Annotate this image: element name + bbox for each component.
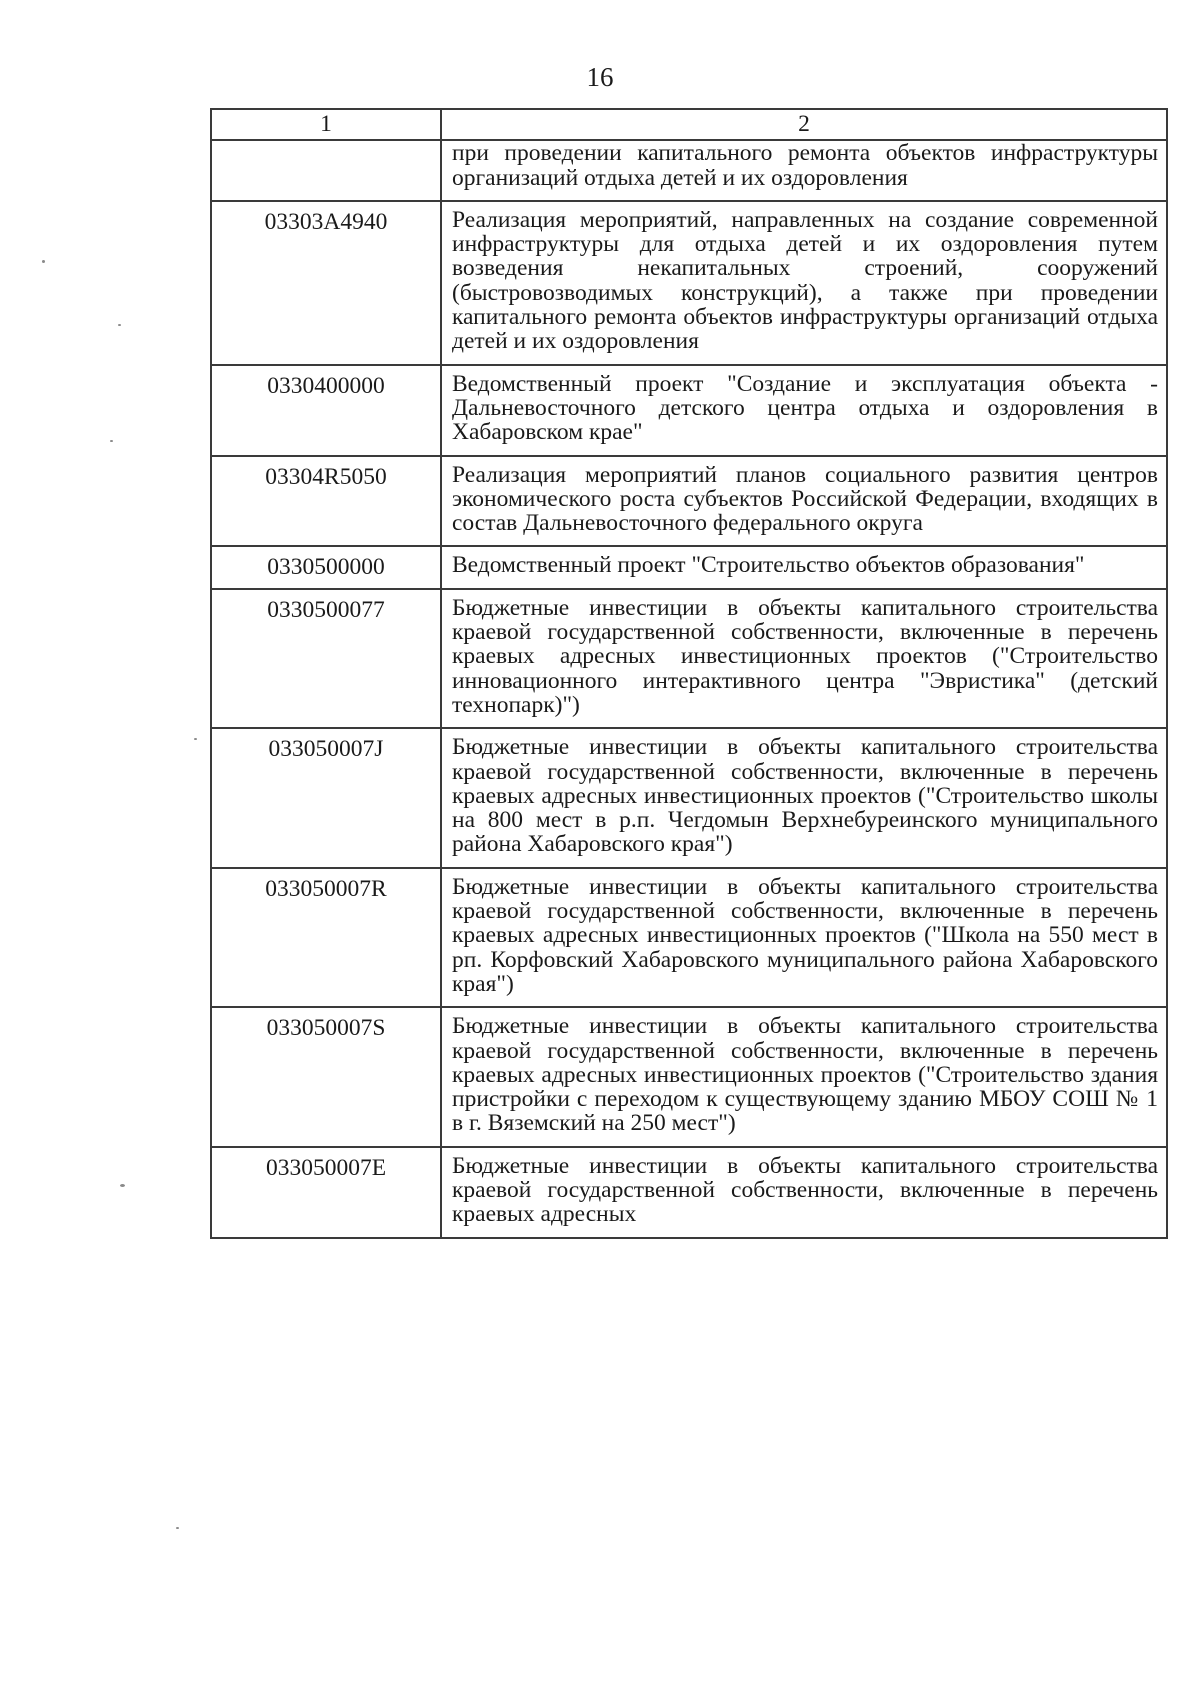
row-code: 033050007S [211,1007,441,1146]
table-row [211,868,1167,1007]
row-code: 03304R5050 [211,456,441,547]
row-description: Ведомственный проект "Создание и эксплуатация объекта - Дальневосточного детского центра отдыха и оздоровления в Хабаровском крае" [441,365,1167,456]
row-description: Бюджетные инвестиции в объекты капитального строительства краевой государственной собственности, включенные в перечень краевых адресных инвестиционных проектов ("Строительство школы на 800 мест в р.п. Чегдомын Верхнебуреинского муниципального района Хабаровского края") [441,728,1167,867]
column-header-2: 2 [441,109,1167,140]
table-row [211,589,1167,728]
scan-speck [176,1527,179,1529]
row-description: Бюджетные инвестиции в объекты капитального строительства краевой государственной собственности, включенные в перечень краевых адресных инвестиционных проектов ("Строительство здания пристройки с переходом к существующему зданию МБОУ СОШ № 1 в г. Вяземский на 250 мест") [441,1007,1167,1146]
table-row [211,1007,1167,1146]
row-code: 03303А4940 [211,201,441,365]
row-description: Бюджетные инвестиции в объекты капитального строительства краевой государственной собственности, включенные в перечень краевых адресных инвестиционных проектов ("Школа на 550 мест в рп. Корфовский Хабаровского муниципального района Хабаровского края") [441,868,1167,1007]
row-description: Реализация мероприятий, направленных на создание современной инфраструктуры для отдыха детей и их оздоровления путем возведения некапитальных строений, сооружений (быстровозводимых конструкций), а также при проведении капитального ремонта объектов инфраструктуры организаций отдыха детей и их оздоровления [441,201,1167,365]
scan-speck [110,440,113,442]
table-row [211,728,1167,867]
scan-speck [118,324,121,326]
row-code: 033050007J [211,728,441,867]
row-description: при проведении капитального ремонта объектов инфраструктуры организаций отдыха детей и их оздоровления [441,140,1167,201]
scan-speck [42,260,45,263]
row-code: 033050007Е [211,1147,441,1238]
table-header-row [211,109,1167,140]
budget-classification-table [210,108,1168,1239]
scan-speck [120,1184,125,1187]
row-code: 0330400000 [211,365,441,456]
row-code: 033050007R [211,868,441,1007]
row-description: Бюджетные инвестиции в объекты капитального строительства краевой государственной собственности, включенные в перечень краевых адресных инвестиционных проектов ("Строительство инновационного интерактивного центра "Эвристика" (детский технопарк)") [441,589,1167,728]
table-row [211,365,1167,456]
table-row [211,140,1167,201]
row-description: Реализация мероприятий планов социального развития центров экономического роста субъектов Российской Федерации, входящих в состав Дальневосточного федерального округа [441,456,1167,547]
row-description: Бюджетные инвестиции в объекты капитального строительства краевой государственной собственности, включенные в перечень краевых адресных [441,1147,1167,1238]
table-row [211,1147,1167,1238]
row-code: 0330500077 [211,589,441,728]
table-row [211,456,1167,547]
row-code [211,140,441,201]
column-header-1: 1 [211,109,441,140]
table-row [211,201,1167,365]
table-row [211,546,1167,588]
page-number: 16 [586,62,614,92]
scan-speck [194,738,197,740]
row-code: 0330500000 [211,546,441,588]
row-description: Ведомственный проект "Строительство объектов образования" [441,546,1167,588]
